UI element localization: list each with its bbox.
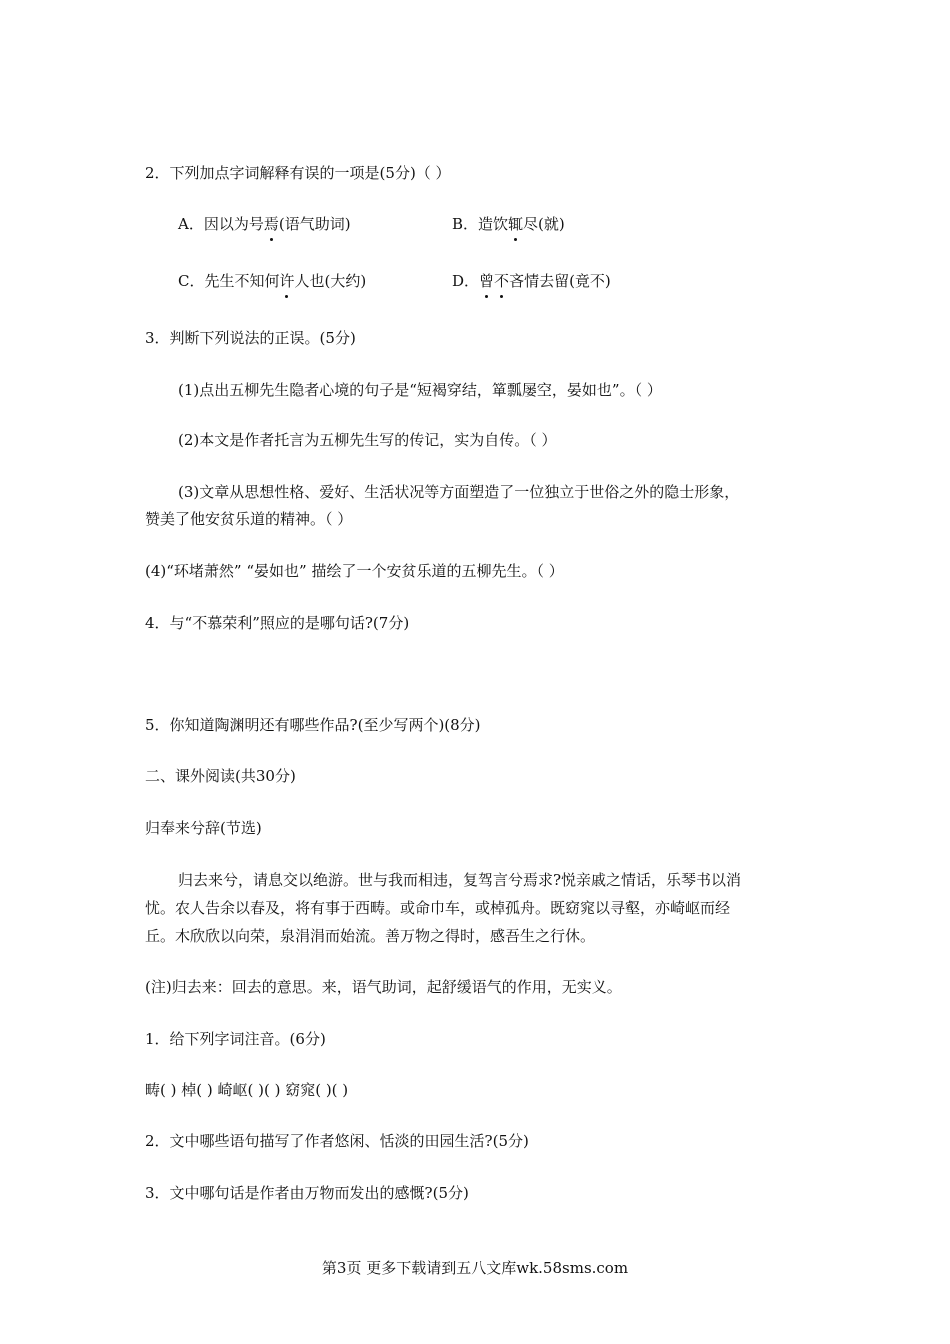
option-a-post: (语气助词) [278,215,351,233]
option-c-pre: C．先生不知何 [178,272,280,290]
option-b-pre: B．造饮 [452,215,509,233]
option-d-dotted-char-2: 不 [494,272,510,290]
page-footer: 第3页 更多下载请到五八文库wk.58sms.com [321,1259,629,1277]
exercise-1-stem: 1．给下列字词注音。(6分) [145,1030,326,1048]
option-d [452,271,611,291]
option-d-post: 吝情去留(竟不) [509,272,611,290]
option-a-dotted-char: 焉 [263,215,279,233]
option-c [178,271,366,291]
option-d-pre: D． [452,272,480,290]
question-3-stem: 3．判断下列说法的正误。(5分) [145,329,356,347]
option-b-dotted-char: 辄 [508,215,524,233]
statement-2: (2)本文是作者托言为五柳先生写的传记，实为自传。（ ） [178,431,557,449]
statement-4: (4)“环堵萧然” “晏如也” 描绘了一个安贫乐道的五柳先生。（ ） [145,562,564,580]
section-heading: 二、课外阅读(共30分) [145,767,296,785]
statement-1: (1)点出五柳先生隐者心境的句子是“短褐穿结，箪瓢屡空，晏如也”。（ ） [178,381,662,399]
option-a-pre: A．因以为号 [178,215,264,233]
passage-line-3: 丘。木欣欣以向荣，泉涓涓而始流。善万物之得时，感吾生之行休。 [145,927,596,945]
question-5: 5．你知道陶渊明还有哪些作品?(至少写两个)(8分) [145,716,481,734]
passage-line-1: 归去来兮，请息交以绝游。世与我而相违，复驾言兮焉求?悦亲戚之情话，乐琴书以消 [178,871,742,889]
exercise-1-items: 畴( ) 棹( ) 崎岖( )( ) 窈窕( )( ) [145,1081,349,1099]
option-b [452,214,565,234]
passage-title: 归奉来兮辞(节选) [145,819,262,837]
annotation-note: (注)归去来：回去的意思。来，语气助词，起舒缓语气的作用，无实义。 [145,978,622,996]
option-c-post: 人也(大约) [294,272,367,290]
option-b-post: 尽(就) [523,215,565,233]
option-d-dotted-char-1: 曾 [479,272,495,290]
passage-line-2: 忧。农人告余以春及，将有事于西畴。或命巾车，或棹孤舟。既窈窕以寻壑，亦崎岖而经 [145,899,731,917]
option-c-dotted-char: 许 [279,272,295,290]
statement-3-line-2: 赞美了他安贫乐道的精神。（ ） [145,510,353,528]
exercise-3: 3．文中哪句话是作者由万物而发出的感慨?(5分) [145,1184,469,1202]
statement-3-line-1: (3)文章从思想性格、爱好、生活状况等方面塑造了一位独立于世俗之外的隐士形象， [178,483,740,501]
question-4: 4．与“不慕荣利”照应的是哪句话?(7分) [145,614,410,632]
exercise-2: 2．文中哪些语句描写了作者悠闲、恬淡的田园生活?(5分) [145,1132,529,1150]
question-2-stem: 2．下列加点字词解释有误的一项是(5分)（ ） [145,164,451,182]
option-a [178,214,351,234]
